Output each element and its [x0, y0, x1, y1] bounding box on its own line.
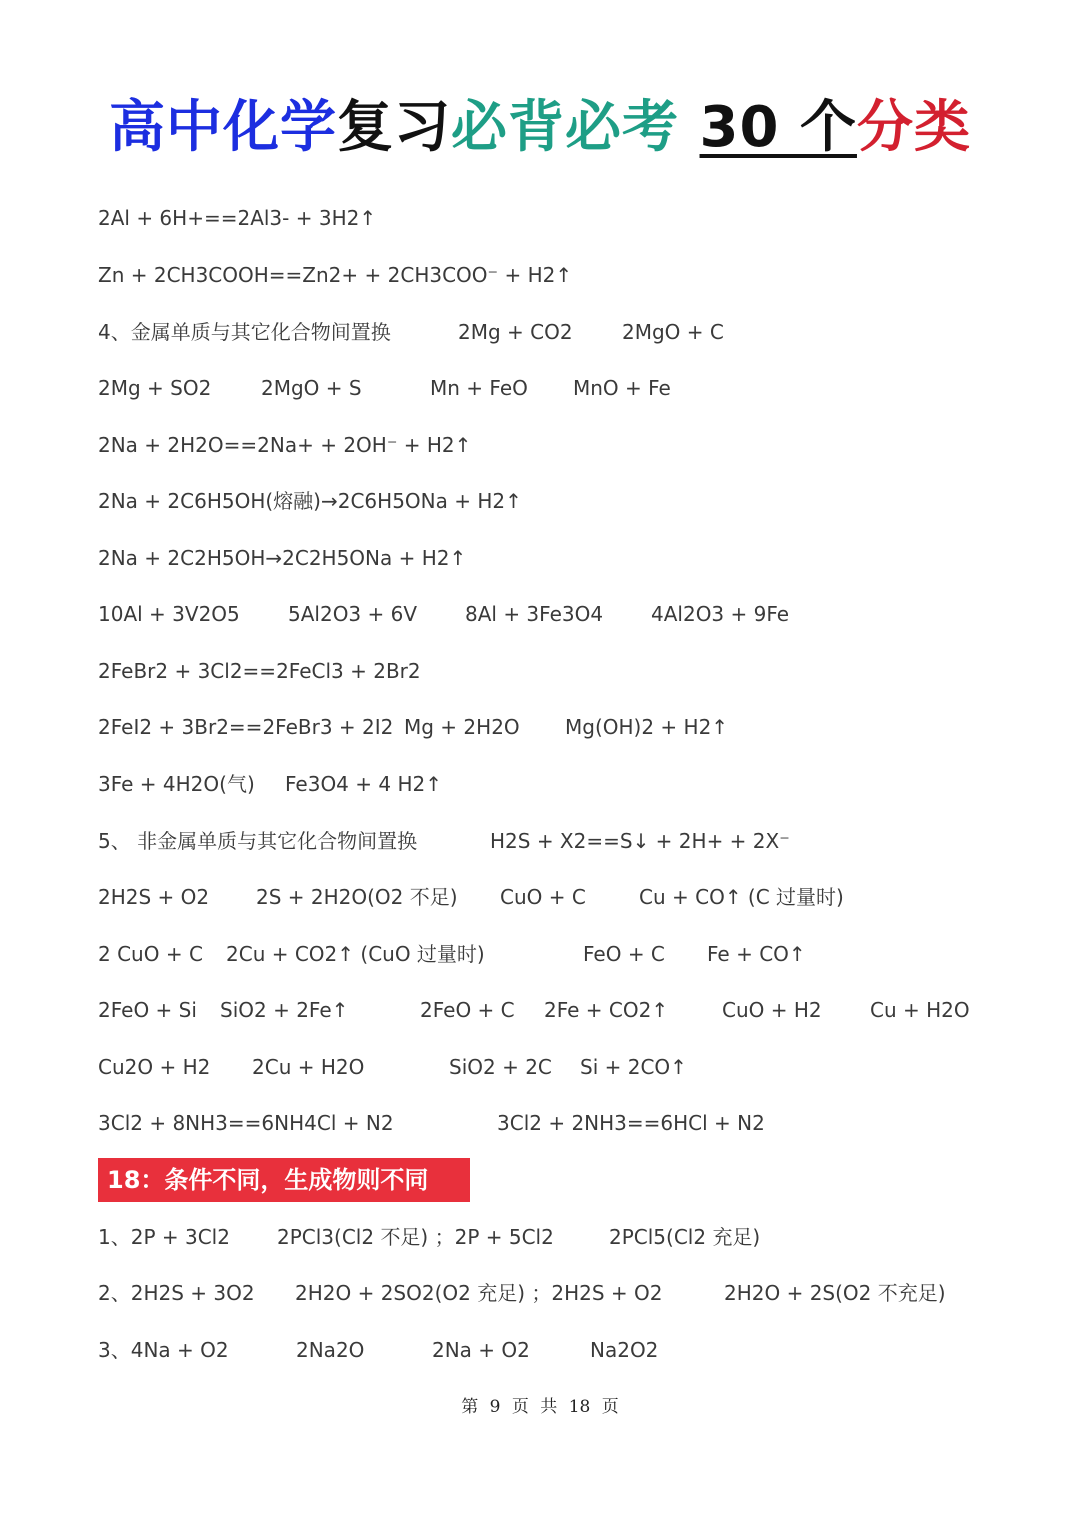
equation-text: 2Mg + CO2: [458, 320, 573, 344]
equation-text: 2H2O + 2S(O2 不充足): [724, 1281, 946, 1305]
equation-text: 2H2S + O2: [98, 885, 210, 909]
title-part-5: 分类: [856, 95, 971, 160]
equation-text: Cu2O + H2: [98, 1055, 211, 1079]
equation-text: Mg(OH)2 + H2↑: [565, 715, 729, 739]
equation-text: 2H2O + 2SO2(O2 充足) ；2H2S + O2: [295, 1281, 663, 1305]
equation-text: 3Fe + 4H2O(气): [98, 772, 255, 796]
equation-text: FeO + C: [583, 942, 665, 966]
equation-text: 2、2H2S + 3O2: [98, 1281, 255, 1305]
equation-text: MnO + Fe: [573, 376, 671, 400]
equation-text: 10Al + 3V2O5: [98, 602, 240, 626]
equation-text: SiO2 + 2C: [449, 1055, 552, 1079]
equation-text: Zn + 2CH3COOH==Zn2+ + 2CH3COO⁻ + H2↑: [98, 263, 573, 287]
equation-text: 2 CuO + C: [98, 942, 203, 966]
equation-text: 2Na + 2C2H5OH→2C2H5ONa + H2↑: [98, 546, 467, 570]
equation-text: 2MgO + C: [622, 320, 724, 344]
equation-text: CuO + C: [500, 885, 586, 909]
equation-text: 3Cl2 + 2NH3==6HCl + N2: [497, 1111, 765, 1135]
equation-text: Cu + CO↑ (C 过量时): [639, 885, 844, 909]
equation-text: 2PCl5(Cl2 充足): [609, 1225, 761, 1249]
equation-text: Fe + CO↑: [707, 942, 806, 966]
equation-text: 2Mg + SO2: [98, 376, 212, 400]
page-title: [0, 88, 1080, 168]
equation-text: Mg + 2H2O: [404, 715, 520, 739]
equation-text: 3、4Na + O2: [98, 1338, 229, 1362]
section-header-18: 18：条件不同，生成物则不同: [98, 1158, 470, 1202]
title-part-4: 30 个: [699, 95, 857, 160]
equation-text: 1、2P + 3Cl2: [98, 1225, 230, 1249]
equation-text: Fe3O4 + 4 H2↑: [285, 772, 442, 796]
equation-text: 2Fe + CO2↑: [544, 998, 669, 1022]
equation-text: SiO2 + 2Fe↑: [220, 998, 349, 1022]
section-heading-5: 5、 非金属单质与其它化合物间置换: [98, 829, 418, 853]
equation-text: 2PCl3(Cl2 不足) ；2P + 5Cl2: [277, 1225, 554, 1249]
equation-text: Cu + H2O: [870, 998, 970, 1022]
equation-text: 8Al + 3Fe3O4: [465, 602, 604, 626]
page-footer: 第 9 页 共 18 页: [461, 1397, 619, 1417]
equation-text: 2FeO + C: [420, 998, 515, 1022]
title-part-1: 高中化学: [109, 95, 338, 160]
equation-text: 2MgO + S: [261, 376, 362, 400]
equation-text: 2FeI2 + 3Br2==2FeBr3 + 2I2: [98, 715, 394, 739]
equation-text: 2Na + O2: [432, 1338, 530, 1362]
equation-text: 3Cl2 + 8NH3==6NH4Cl + N2: [98, 1111, 394, 1135]
equation-text: H2S + X2==S↓ + 2H+ + 2X⁻: [490, 829, 790, 853]
equation-text: Si + 2CO↑: [580, 1055, 687, 1079]
equation-text: 4Al2O3 + 9Fe: [651, 602, 790, 626]
title-part-2: 复习: [337, 95, 452, 160]
equation-text: 2FeBr2 + 3Cl2==2FeCl3 + 2Br2: [98, 659, 421, 683]
section-heading-4: 4、金属单质与其它化合物间置换: [98, 320, 391, 344]
equation-text: 2Na + 2C6H5OH(熔融)→2C6H5ONa + H2↑: [98, 489, 522, 513]
equation-text: CuO + H2: [722, 998, 822, 1022]
equation-text: 2Cu + H2O: [252, 1055, 365, 1079]
equation-text: 2FeO + Si: [98, 998, 197, 1022]
equation-text: 5Al2O3 + 6V: [288, 602, 418, 626]
equation-text: Na2O2: [590, 1338, 659, 1362]
equation-text: 2Na2O: [296, 1338, 365, 1362]
equation-text: 2S + 2H2O(O2 不足): [256, 885, 458, 909]
equation-text: 2Na + 2H2O==2Na+ + 2OH⁻ + H2↑: [98, 433, 472, 457]
equation-text: Mn + FeO: [430, 376, 528, 400]
title-part-3: 必背必考: [451, 95, 680, 160]
equation-text: 2Cu + CO2↑ (CuO 过量时): [226, 942, 485, 966]
equation-text: 2Al + 6H+==2Al3- + 3H2↑: [98, 206, 377, 230]
